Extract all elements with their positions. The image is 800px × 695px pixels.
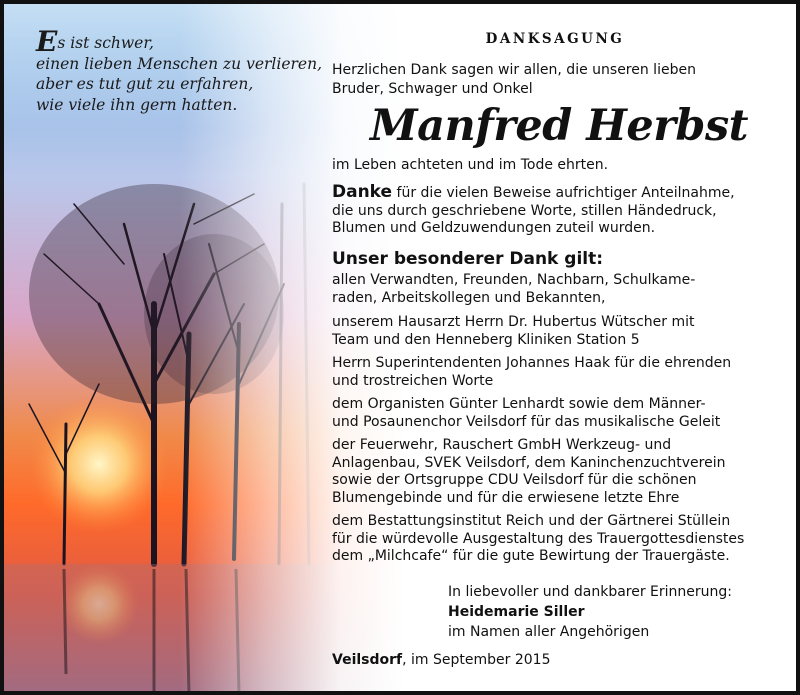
after-name-text: im Leben achteten und im Tode ehrten. [332, 157, 609, 173]
special-thanks-entry [332, 314, 772, 349]
special-thanks-entry [332, 272, 772, 307]
special-thanks-line: Herrn Superintendenten Johannes Haak für die ehrenden [332, 355, 732, 371]
intro-line-1: Herzlichen Dank sagen wir allen, die unseren lieben [332, 62, 696, 78]
special-thanks [332, 248, 772, 566]
special-thanks-line: für die würdevolle Ausgestaltung des Trauergottesdienstes [332, 530, 745, 547]
special-thanks-heading: Unser besonderer Dank gilt: [332, 249, 604, 269]
special-thanks-line: der Feuerwehr, Rauschert GmbH Werkzeug- und [332, 437, 672, 453]
special-thanks-line: dem Bestattungsinstitut Reich und der Gärtnerei Stüllein [332, 513, 731, 529]
danke-word: Danke [332, 182, 393, 202]
special-thanks-line: und Posaunenchor Veilsdorf für das musikalische Geleit [332, 413, 721, 430]
quote-line-4: wie viele ihn gern hatten. [36, 95, 238, 114]
place-date [332, 652, 632, 668]
special-thanks-entry [332, 396, 772, 431]
signature-name: Heidemarie Siller [448, 604, 585, 620]
intro-line-2: Bruder, Schwager und Onkel [332, 81, 533, 97]
special-thanks-line: sowie der Ortsgruppe CDU Veilsdorf für die schönen [332, 472, 697, 488]
deceased-name: Manfred Herbst [370, 101, 749, 151]
danke-line-2: die uns durch geschriebene Worte, stillen Händedruck, [332, 202, 717, 219]
special-thanks-line: dem „Milchcafe“ für die gute Bewirtung der Trauergäste. [332, 548, 730, 564]
intro-text [332, 61, 772, 99]
special-thanks-line: Blumengebinde und für die erwiesene letzte Ehre [332, 489, 680, 506]
quote-line-3: aber es tut gut zu erfahren, [36, 75, 254, 93]
quote-line-1: s ist schwer, [57, 34, 154, 52]
special-thanks-line: und trostreichen Worte [332, 372, 494, 389]
special-thanks-entry [332, 513, 772, 566]
quote-initial: E [36, 25, 58, 58]
danke-line-1: für die vielen Beweise aufrichtiger Anteilnahme, [392, 185, 735, 201]
quote-line-2: einen lieben Menschen zu verlieren, [36, 54, 323, 73]
danke-line-3: Blumen und Geldzuwendungen zuteil wurden. [332, 220, 656, 236]
special-thanks-line: Team und den Henneberg Kliniken Station 5 [332, 331, 640, 348]
signature-line-3: im Namen aller Angehörigen [448, 624, 650, 640]
place-date-text: , im September 2015 [402, 652, 551, 668]
special-thanks-line: allen Verwandten, Freunden, Nachbarn, Schulkame- [332, 272, 696, 288]
signature-line-1: In liebevoller und dankbarer Erinnerung: [448, 584, 733, 600]
special-thanks-line: unserem Hausarzt Herrn Dr. Hubertus Wütscher mit [332, 314, 695, 330]
special-thanks-entry [332, 355, 772, 390]
place-town: Veilsdorf [332, 652, 403, 668]
special-thanks-line: raden, Arbeitskollegen und Bekannten, [332, 289, 606, 306]
special-thanks-line: dem Organisten Günter Lenhardt sowie dem Männer- [332, 396, 706, 412]
signature-block [448, 582, 768, 642]
special-thanks-entry [332, 437, 772, 507]
special-thanks-line: Anlagenbau, SVEK Veilsdorf, dem Kaninchenzuchtverein [332, 454, 726, 471]
danke-paragraph [332, 184, 772, 238]
opening-quote [36, 25, 326, 115]
special-thanks-list [332, 272, 772, 566]
notice-heading: DANKSAGUNG [485, 31, 625, 47]
